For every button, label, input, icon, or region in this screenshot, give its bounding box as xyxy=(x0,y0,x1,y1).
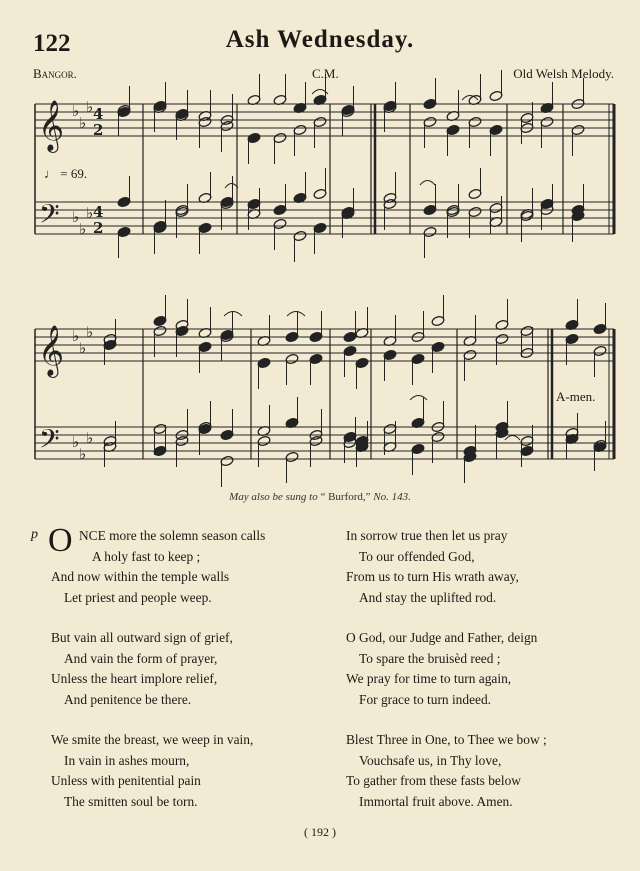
treble-clef: 𝄞 xyxy=(38,325,65,376)
note-head xyxy=(285,451,299,463)
hymn-title: Ash Wednesday. xyxy=(225,26,415,53)
verse-line: To spare the bruisèd reed ; xyxy=(359,650,501,666)
note-head xyxy=(520,112,534,124)
note-head xyxy=(343,331,357,343)
flat-sign: ♭ xyxy=(72,327,80,345)
note-head xyxy=(431,431,445,443)
flat-sign: ♭ xyxy=(72,102,80,120)
note-head xyxy=(423,116,437,128)
note-head xyxy=(153,325,167,337)
flat-sign: ♭ xyxy=(86,98,94,116)
note-head xyxy=(220,429,234,441)
verse-line: And penitence be there. xyxy=(64,691,192,707)
verse-line: And vain the form of prayer, xyxy=(64,650,218,666)
note-head xyxy=(489,124,503,136)
note-head xyxy=(117,196,131,208)
note-head xyxy=(247,132,261,144)
note-head xyxy=(423,226,437,238)
note-head xyxy=(257,435,271,447)
verse-line: Blest Three in One, to Thee we bow ; xyxy=(346,732,547,747)
note-head xyxy=(198,341,212,353)
note-head xyxy=(313,188,327,200)
tempo-marking: ♩ = 69. xyxy=(44,166,88,181)
slur xyxy=(225,184,238,189)
bass-clef: 𝄢 xyxy=(39,423,60,461)
treble-clef: 𝄞 xyxy=(38,100,65,151)
flat-sign: ♭ xyxy=(86,204,94,222)
note-head xyxy=(423,204,437,216)
time-signature: 2 xyxy=(93,219,104,237)
note-head xyxy=(383,349,397,361)
note-head xyxy=(468,116,482,128)
note-head xyxy=(313,116,327,128)
drop-cap: O xyxy=(48,522,73,559)
flat-sign: ♭ xyxy=(86,429,94,447)
verse-line: Unless with penitential pain xyxy=(51,773,201,788)
note-head xyxy=(220,455,234,467)
note-head xyxy=(293,230,307,242)
alternative-tune-note xyxy=(0,491,640,503)
verse-line: Let priest and people weep. xyxy=(64,589,212,605)
note-head xyxy=(293,124,307,136)
note-head xyxy=(343,345,357,357)
verse-line: A holy fast to keep ; xyxy=(92,548,201,564)
flat-sign: ♭ xyxy=(79,339,87,357)
note-head xyxy=(273,218,287,230)
note-head xyxy=(355,357,369,369)
note-head xyxy=(117,226,131,238)
flat-sign: ♭ xyxy=(86,323,94,341)
note-head xyxy=(423,98,437,110)
alt-tune-number: No. 143. xyxy=(373,491,411,503)
verse-line: Immortal fruit above. Amen. xyxy=(359,793,513,809)
note-head xyxy=(153,315,167,327)
note-head xyxy=(446,124,460,136)
slur xyxy=(410,396,427,401)
flat-sign: ♭ xyxy=(79,114,87,132)
flat-sign: ♭ xyxy=(72,433,80,451)
note-head xyxy=(285,353,299,365)
verse-line: But vain all outward sign of grief, xyxy=(51,630,233,645)
note-head xyxy=(285,331,299,343)
meter: C.M. xyxy=(312,66,339,81)
verse-line: Unless the heart implore relief, xyxy=(51,671,218,686)
verse-line: The smitten soul be torn. xyxy=(64,793,198,809)
verse-line: To gather from these fasts below xyxy=(346,773,521,788)
note-head xyxy=(431,315,445,327)
note-head xyxy=(313,222,327,234)
verse-line: From us to turn His wrath away, xyxy=(346,569,519,584)
verse-line: To our offended God, xyxy=(359,548,475,564)
note-head xyxy=(540,116,554,128)
bass-clef: 𝄢 xyxy=(39,198,60,236)
note-head xyxy=(257,357,271,369)
verse-4 xyxy=(346,526,519,608)
alt-tune-prefix: May also be sung to xyxy=(229,491,318,503)
slur xyxy=(287,312,305,317)
verse-line: For grace to turn indeed. xyxy=(359,691,492,707)
verse-5 xyxy=(346,628,537,710)
note-head xyxy=(593,323,607,335)
time-signature: 4 xyxy=(93,105,104,123)
verse-3 xyxy=(51,730,253,812)
note-head xyxy=(520,325,534,337)
note-head xyxy=(468,206,482,218)
slur xyxy=(420,181,435,186)
verse-line: We smite the breast, we weep in vain, xyxy=(51,732,254,747)
alt-tune-name: “ Burford,” xyxy=(320,491,371,503)
note-head xyxy=(431,341,445,353)
verse-line: And now within the temple walls xyxy=(51,569,230,584)
verse-2 xyxy=(51,628,233,710)
note-head xyxy=(468,188,482,200)
verse-1 xyxy=(79,526,265,567)
composer: Old Welsh Melody. xyxy=(513,66,614,81)
note-head xyxy=(571,124,585,136)
note-head xyxy=(520,445,534,457)
hymn-number: 122 xyxy=(33,30,71,57)
note-head xyxy=(565,333,579,345)
verse-line: NCE more the solemn season calls xyxy=(79,528,266,543)
time-signature: 4 xyxy=(93,203,104,221)
verse-line: And stay the uplifted rod. xyxy=(359,589,497,605)
flat-sign: ♭ xyxy=(79,445,87,463)
slur xyxy=(505,436,520,441)
verse-line: Vouchsafe us, in Thy love, xyxy=(359,752,502,768)
verse-1-cont xyxy=(51,567,229,608)
amen-label: A-men. xyxy=(556,389,596,404)
note-head xyxy=(495,333,509,345)
tune-name: Bangor. xyxy=(33,66,77,81)
note-head xyxy=(411,353,425,365)
page-number: ( 192 ) xyxy=(304,825,336,839)
note-head xyxy=(273,132,287,144)
verse-line: O God, our Judge and Father, deign xyxy=(346,630,538,645)
verse-6 xyxy=(346,730,547,812)
note-head xyxy=(153,445,167,457)
note-head xyxy=(247,198,261,210)
note-head xyxy=(153,423,167,435)
note-head xyxy=(273,204,287,216)
note-head xyxy=(593,345,607,357)
note-head xyxy=(520,435,534,447)
note-head xyxy=(198,222,212,234)
note-head xyxy=(411,443,425,455)
note-head xyxy=(489,90,503,102)
time-signature: 2 xyxy=(93,121,104,139)
note-head xyxy=(309,331,323,343)
verse-line: In sorrow true then let us pray xyxy=(346,528,508,543)
flat-sign: ♭ xyxy=(79,220,87,238)
verse-line: In vain in ashes mourn, xyxy=(64,752,190,768)
flat-sign: ♭ xyxy=(72,208,80,226)
note-head xyxy=(309,353,323,365)
note-head xyxy=(463,349,477,361)
note-head xyxy=(383,423,397,435)
dynamic-piano-mark: p xyxy=(31,527,38,542)
note-head xyxy=(489,202,503,214)
verse-line: We pray for time to turn again, xyxy=(346,671,512,686)
